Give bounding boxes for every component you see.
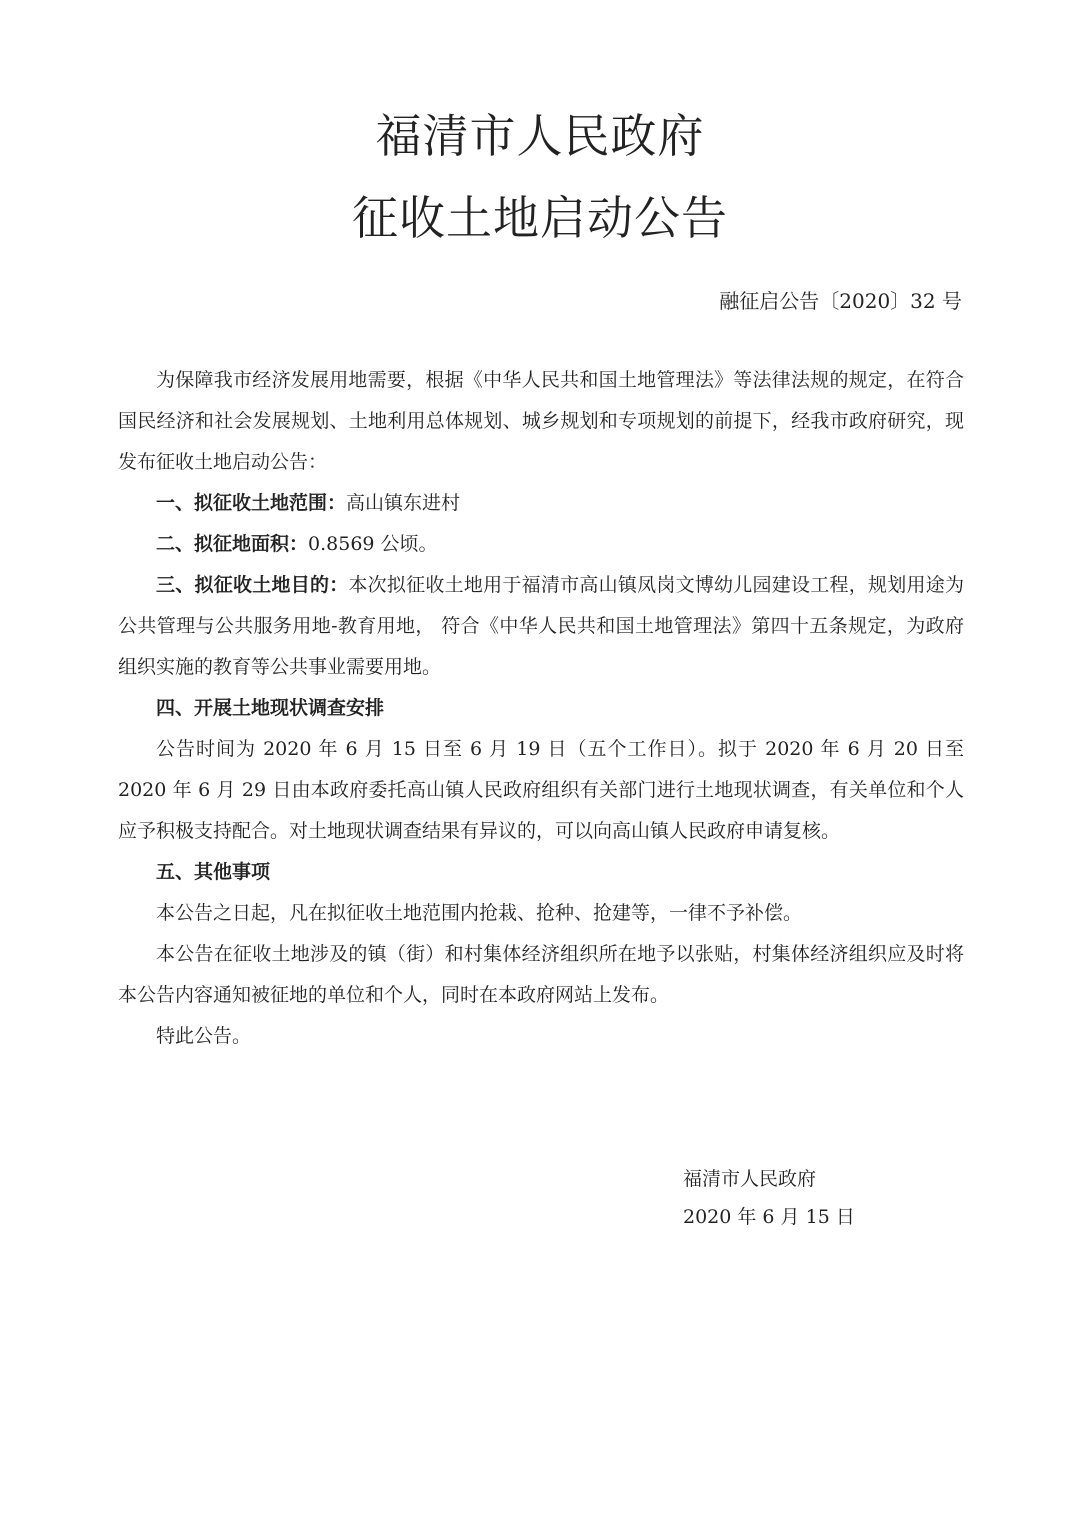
section-5-text-1: 本公告之日起，凡在拟征收土地范围内抢栽、抢种、抢建等，一律不予补偿。 <box>156 902 803 924</box>
document-title-line1: 福清市人民政府 <box>375 109 705 163</box>
section-1-text: 高山镇东进村 <box>346 492 461 514</box>
closing-text: 特此公告。 <box>156 1025 252 1047</box>
section-3-heading: 三、拟征收土地目的： <box>156 574 349 596</box>
signature-block <box>683 1160 855 1236</box>
signature-date: 2020 年 6 月 15 日 <box>683 1206 855 1228</box>
section-1-paragraph <box>118 483 964 524</box>
intro-paragraph: 为保障我市经济发展用地需要，根据《中华人民共和国土地管理法》等法律法规的规定，在符合国民经济和社会发展规划、土地利用总体规划、城乡规划和专项规划的前提下，经我市政府研究，现发布征收土地启动公告： <box>118 369 964 473</box>
section-4-text: 公告时间为 2020 年 6 月 15 日至 6 月 19 日（五个工作日）。拟于 2020 年 6 月 20 日至 2020 年 6 月 29 日由本政府委托高山镇人民政府组织有关部门进行土地现状调查，有关单位和个人应予积极支持配合。对土地现状调查结果有异议的，可以向高山镇人民政府申请复核。 <box>118 738 964 842</box>
section-3-text: 本次拟征收土地用于福清市高山镇凤岗文博幼儿园建设工程，规划用途为公共管理与公共服务用地-教育用地， 符合《中华人民共和国土地管理法》第四十五条规定，为政府组织实施的教育等公共事业需要用地。 <box>118 574 964 678</box>
section-2-paragraph <box>118 524 964 565</box>
section-2-heading: 二、拟征地面积： <box>156 533 309 555</box>
section-5-text-2: 本公告在征收土地涉及的镇（街）和村集体经济组织所在地予以张贴，村集体经济组织应及时将本公告内容通知被征地的单位和个人，同时在本政府网站上发布。 <box>118 943 964 1006</box>
section-5-heading: 五、其他事项 <box>156 861 271 883</box>
section-4-heading: 四、开展土地现状调查安排 <box>156 697 385 719</box>
section-1-heading: 一、拟征收土地范围： <box>156 492 347 514</box>
section-2-text: 0.8569 公顷。 <box>308 533 438 555</box>
signature-org: 福清市人民政府 <box>683 1168 817 1190</box>
document-number: 融征启公告〔2020〕32 号 <box>719 289 962 313</box>
section-3-paragraph <box>118 565 964 688</box>
document-title-line2: 征收土地启动公告 <box>352 191 728 245</box>
document-body <box>118 360 964 1057</box>
